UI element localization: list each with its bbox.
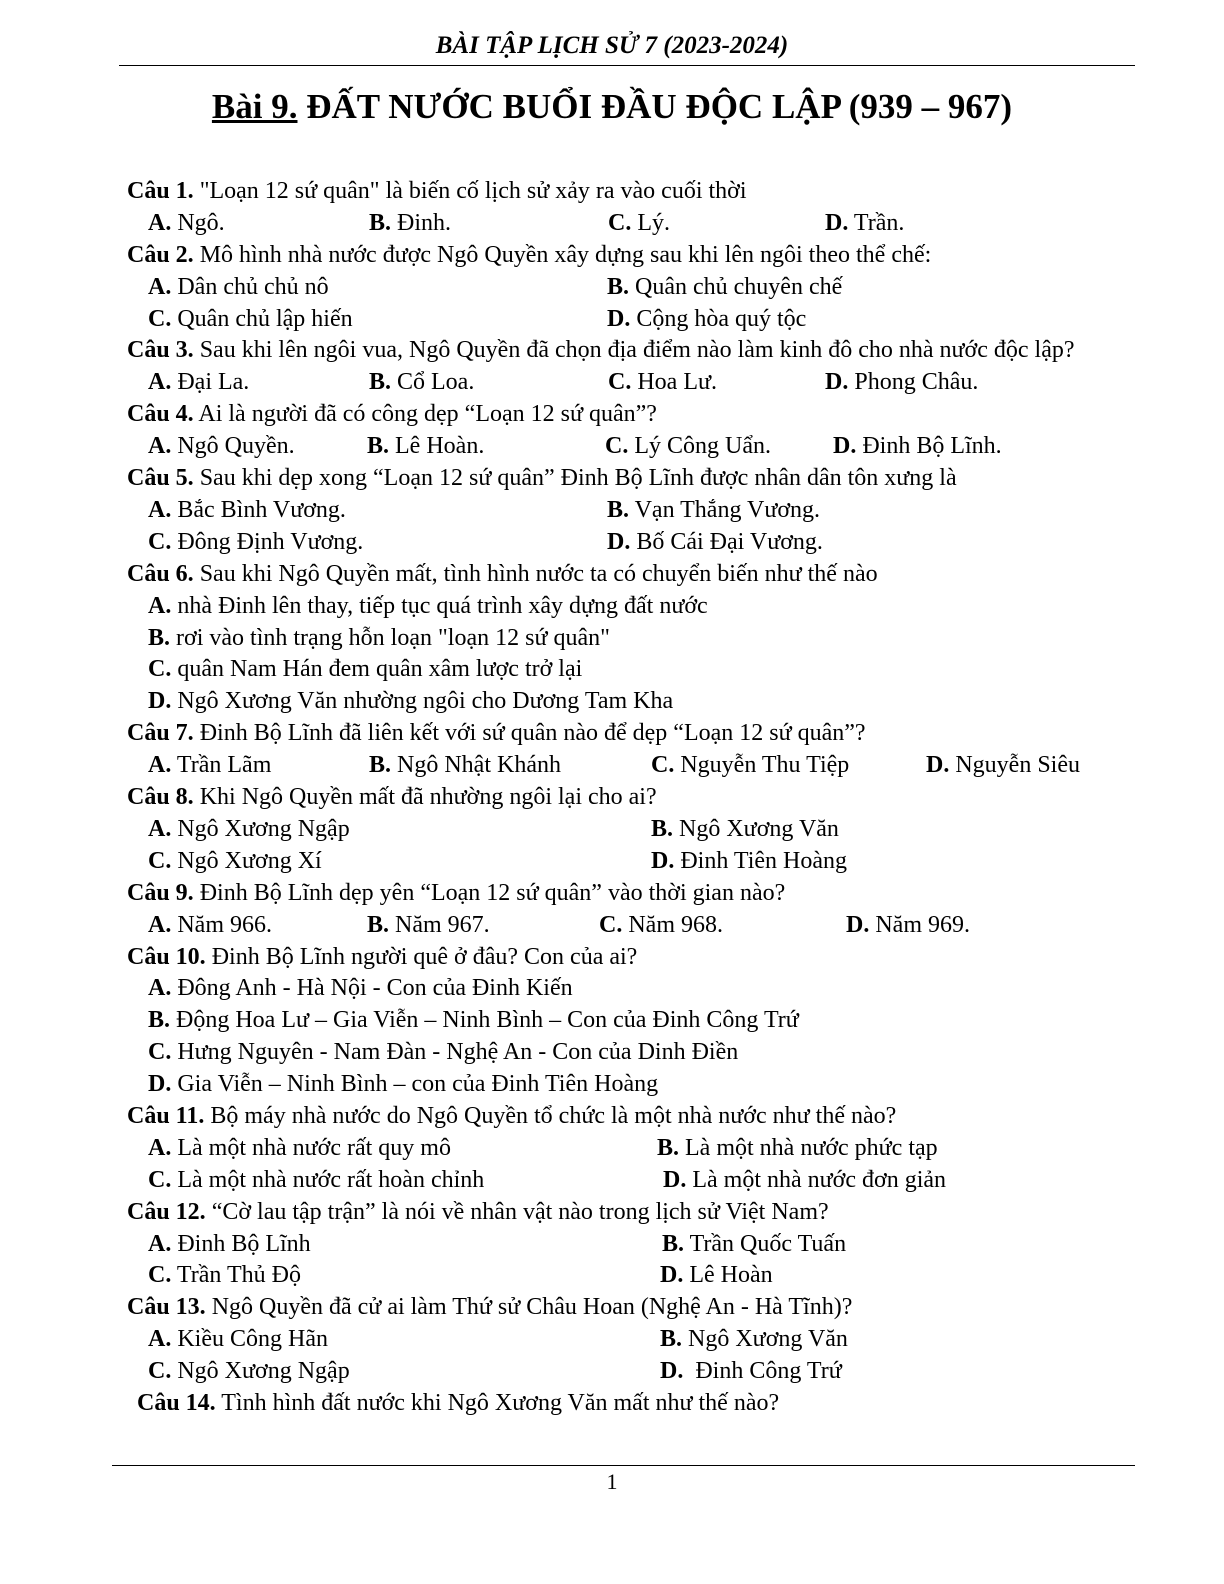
option: A. nhà Đinh lên thay, tiếp tục quá trình xây dựng đất nước — [148, 592, 708, 619]
question — [127, 1388, 1110, 1420]
question-text: “Cờ lau tập trận” là nói về nhân vật nào trong lịch sử Việt Nam? — [211, 1198, 829, 1225]
option: C. Năm 968. — [599, 911, 723, 938]
question — [127, 463, 1110, 495]
option: B. Là một nhà nước phức tạp — [657, 1134, 938, 1161]
option: A. Dân chủ chủ nô — [148, 273, 329, 300]
question-label: Câu 10. — [127, 943, 206, 970]
question-label: Câu 8. — [127, 784, 194, 811]
option: D. Đinh Tiên Hoàng — [651, 847, 848, 874]
question-text: Mô hình nhà nước được Ngô Quyền xây dựng sau khi lên ngôi theo thể chế: — [199, 241, 932, 268]
question-text: Sau khi lên ngôi vua, Ngô Quyền đã chọn địa điểm nào làm kinh đô cho nhà nước độc lập? — [199, 337, 1075, 364]
option: B. Ngô Xương Văn — [651, 815, 839, 842]
option-row — [127, 654, 1110, 686]
option-row — [127, 973, 1110, 1005]
option: A. Đông Anh - Hà Nội - Con của Đinh Kiến — [148, 975, 573, 1002]
question-label: Câu 14. — [137, 1390, 216, 1417]
option: D. Đinh Công Trứ — [660, 1358, 842, 1385]
option: D. Lê Hoàn — [660, 1262, 773, 1289]
question — [127, 1292, 1110, 1324]
page-number: 1 — [606, 1469, 618, 1494]
option: A. Ngô Quyền. — [148, 433, 295, 460]
question-text: Đinh Bộ Lĩnh đã liên kết với sứ quân nào để dẹp “Loạn 12 sứ quân”? — [199, 720, 866, 747]
option-row — [127, 1260, 1110, 1292]
option-row — [127, 1069, 1110, 1101]
option: A. Đinh Bộ Lĩnh — [148, 1230, 311, 1257]
option-row — [127, 1356, 1110, 1388]
option-row — [127, 1133, 1110, 1165]
question-text: Ngô Quyền đã cử ai làm Thứ sử Châu Hoan (Nghệ An - Hà Tĩnh)? — [211, 1294, 853, 1321]
option-row — [127, 1324, 1110, 1356]
option: C. quân Nam Hán đem quân xâm lược trở lại — [148, 656, 583, 683]
option: C. Lý. — [608, 209, 671, 236]
question-text: "Loạn 12 sứ quân" là biến cố lịch sử xảy ra vào cuối thời — [199, 178, 747, 204]
question — [127, 1197, 1110, 1229]
question-label: Câu 3. — [127, 337, 194, 364]
question — [127, 240, 1110, 272]
option: B. Ngô Xương Văn — [660, 1326, 848, 1353]
question-text: Tình hình đất nước khi Ngô Xương Văn mất như thế nào? — [221, 1390, 780, 1417]
question — [127, 399, 1110, 431]
option: C. Ngô Xương Ngập — [148, 1358, 350, 1385]
question — [127, 942, 1110, 974]
question-label: Câu 1. — [127, 178, 194, 204]
option: A. Kiều Công Hãn — [148, 1326, 328, 1353]
option-row — [127, 750, 1110, 782]
option-row — [127, 814, 1110, 846]
option: C. Hoa Lư. — [608, 369, 717, 396]
document-header-title: BÀI TẬP LỊCH SỬ 7 (2023-2024) — [435, 32, 789, 59]
question-label: Câu 11. — [127, 1102, 205, 1129]
lesson-title-text: ĐẤT NƯỚC BUỔI ĐẦU ĐỘC LẬP (939 – 967) — [306, 87, 1013, 126]
option-row — [127, 910, 1110, 942]
question — [127, 782, 1110, 814]
option: B. Trần Quốc Tuấn — [662, 1230, 847, 1257]
option: D. Bố Cái Đại Vương. — [607, 528, 823, 555]
option: C. Hưng Nguyên - Nam Đàn - Nghệ An - Con của Dinh Điền — [148, 1039, 739, 1066]
option-row — [127, 367, 1110, 399]
header-rule — [119, 65, 1135, 66]
option-row — [127, 272, 1110, 304]
question — [127, 559, 1110, 591]
question — [127, 1101, 1110, 1133]
question-label: Câu 6. — [127, 560, 194, 587]
question-label: Câu 7. — [127, 720, 194, 747]
option: D. Năm 969. — [846, 911, 970, 938]
option: A. Là một nhà nước rất quy mô — [148, 1134, 451, 1161]
option: D. Gia Viễn – Ninh Bình – con của Đinh Tiên Hoàng — [148, 1071, 659, 1098]
question — [127, 718, 1110, 750]
lesson-number: Bài 9. — [211, 87, 298, 126]
option-row — [127, 1037, 1110, 1069]
option-row — [127, 846, 1110, 878]
option: C. Là một nhà nước rất hoàn chỉnh — [148, 1166, 485, 1193]
question-text: Đinh Bộ Lĩnh người quê ở đâu? Con của ai? — [211, 943, 638, 970]
option: C. Lý Công Uẩn. — [605, 433, 771, 460]
option-row — [127, 591, 1110, 623]
option: D. Ngô Xương Văn nhường ngôi cho Dương Tam Kha — [148, 688, 674, 715]
option: B. rơi vào tình trạng hỗn loạn "loạn 12 sứ quân" — [148, 624, 610, 651]
option: D. Trần. — [825, 209, 905, 236]
option: B. Đinh. — [369, 209, 452, 236]
lesson-title — [0, 80, 1224, 134]
question — [127, 878, 1110, 910]
option-row — [127, 495, 1110, 527]
option: A. Đại La. — [148, 369, 250, 396]
option-row — [127, 304, 1110, 336]
option-row — [127, 1229, 1110, 1261]
option: A. Bắc Bình Vương. — [148, 496, 346, 523]
option-row — [127, 1165, 1110, 1197]
option: B. Quân chủ chuyên chế — [607, 273, 843, 300]
option: D. Nguyễn Siêu — [926, 752, 1080, 779]
option: D. Là một nhà nước đơn giản — [663, 1166, 947, 1193]
option: D. Phong Châu. — [825, 369, 979, 396]
question-label: Câu 9. — [127, 879, 194, 906]
option: C. Trần Thủ Độ — [148, 1262, 301, 1289]
question-text: Sau khi Ngô Quyền mất, tình hình nước ta có chuyển biến như thế nào — [199, 560, 878, 587]
option: A. Trần Lãm — [148, 752, 272, 779]
question-text: Đinh Bộ Lĩnh dẹp yên “Loạn 12 sứ quân” vào thời gian nào? — [199, 879, 786, 906]
question-text: Ai là người đã có công dẹp “Loạn 12 sứ quân”? — [198, 401, 657, 428]
option: D. Cộng hòa quý tộc — [607, 305, 807, 332]
option: B. Động Hoa Lư – Gia Viễn – Ninh Bình – Con của Đinh Công Trứ — [148, 1007, 799, 1034]
question-label: Câu 2. — [127, 241, 194, 268]
option-row — [127, 431, 1110, 463]
option: B. Lê Hoàn. — [367, 433, 485, 460]
option: A. Ngô Xương Ngập — [148, 815, 350, 842]
option: B. Năm 967. — [367, 911, 490, 938]
question — [127, 176, 1110, 208]
option-row — [127, 686, 1110, 718]
option: B. Ngô Nhật Khánh — [369, 752, 561, 779]
option: A. Năm 966. — [148, 911, 272, 938]
question-label: Câu 12. — [127, 1198, 206, 1225]
option-row — [127, 623, 1110, 655]
option-row — [127, 1005, 1110, 1037]
option: C. Quân chủ lập hiến — [148, 305, 353, 332]
question-label: Câu 4. — [127, 401, 194, 428]
question-list — [127, 176, 1110, 1420]
option: B. Cổ Loa. — [369, 369, 475, 396]
option: C. Đông Định Vương. — [148, 528, 364, 555]
question — [127, 335, 1110, 367]
option-row — [127, 208, 1110, 240]
option: C. Nguyễn Thu Tiệp — [651, 752, 850, 779]
question-text: Sau khi dẹp xong “Loạn 12 sứ quân” Đinh Bộ Lĩnh được nhân dân tôn xưng là — [199, 465, 957, 492]
question-text: Khi Ngô Quyền mất đã nhường ngôi lại cho ai? — [199, 784, 657, 811]
option: A. Ngô. — [148, 209, 225, 236]
option: C. Ngô Xương Xí — [148, 847, 322, 874]
question-text: Bộ máy nhà nước do Ngô Quyền tổ chức là một nhà nước như thế nào? — [210, 1102, 897, 1129]
question-label: Câu 13. — [127, 1294, 206, 1321]
option: D. Đinh Bộ Lĩnh. — [833, 433, 1002, 460]
footer-rule — [112, 1465, 1135, 1466]
question-label: Câu 5. — [127, 465, 194, 492]
option-row — [127, 527, 1110, 559]
option: B. Vạn Thắng Vương. — [607, 496, 821, 523]
